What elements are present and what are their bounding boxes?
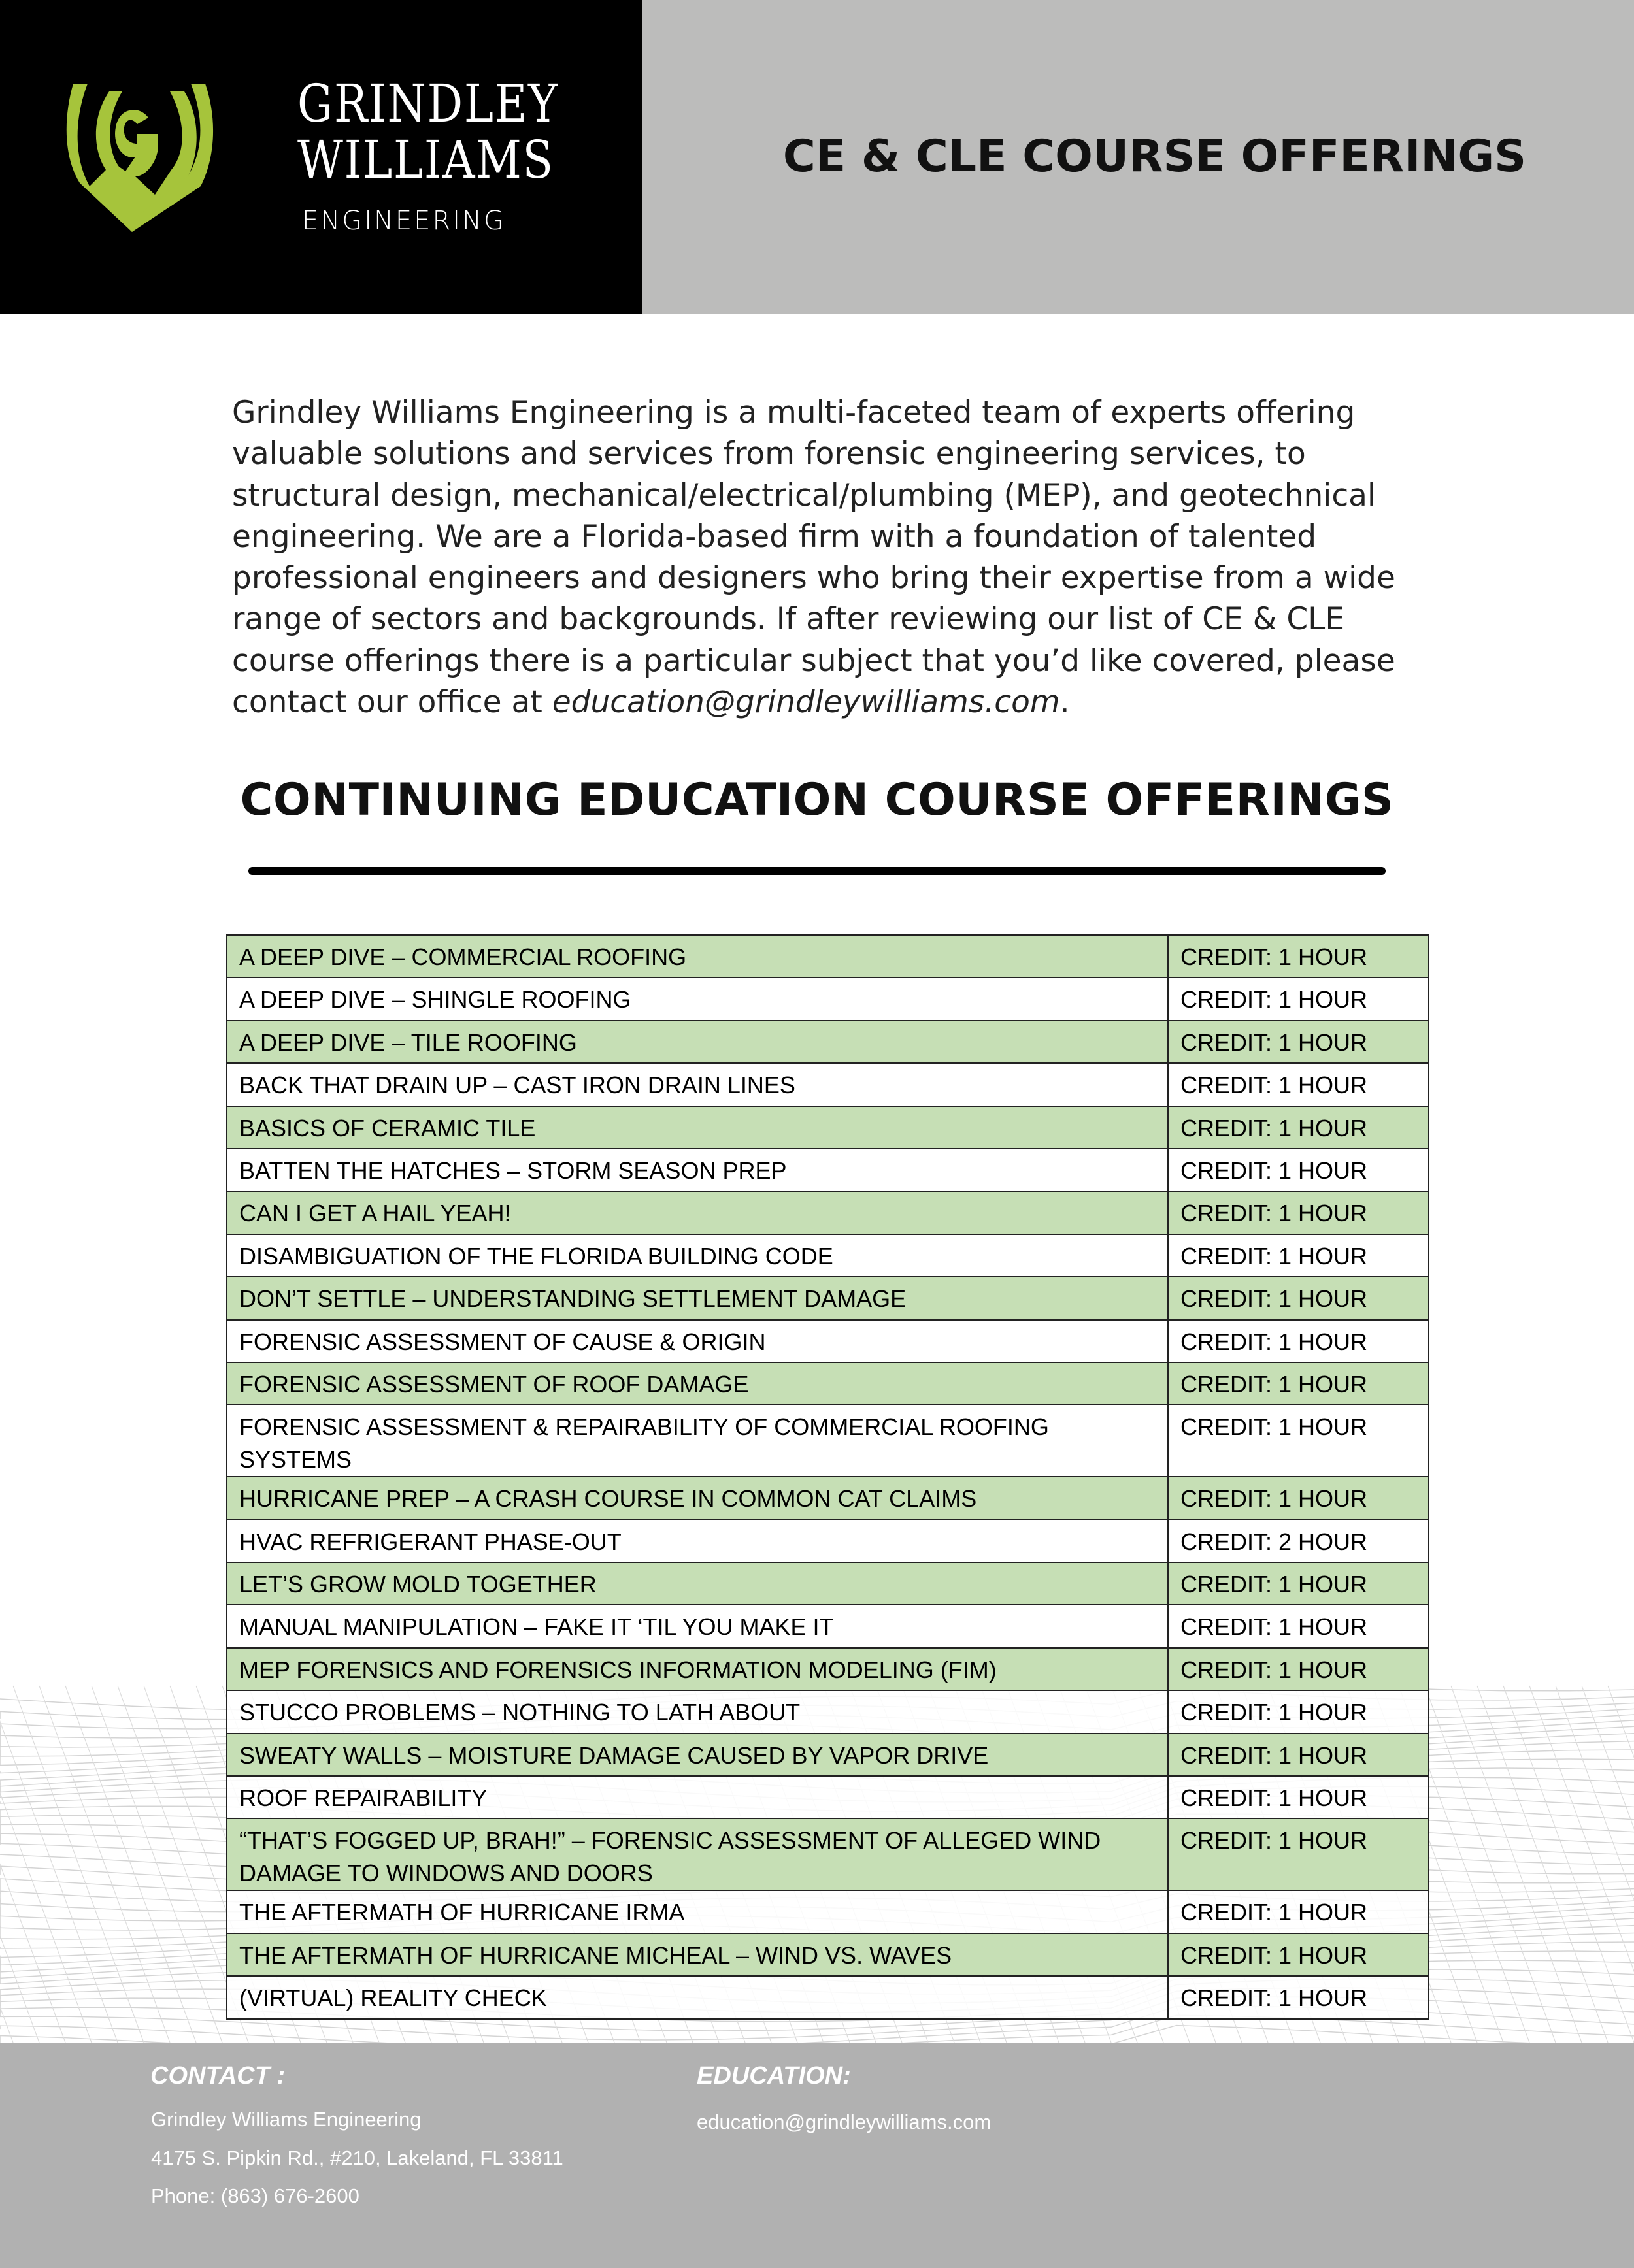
course-row: [227, 1362, 1429, 1405]
logo-text-williams: WILLIAMS: [297, 129, 554, 190]
education-heading: EDUCATION:: [697, 2062, 851, 2090]
footer-education-email[interactable]: education@grindleywilliams.com: [697, 2111, 992, 2133]
course-credit: CREDIT: 1 HOUR: [1168, 1562, 1429, 1605]
course-credit: CREDIT: 1 HOUR: [1168, 1605, 1429, 1647]
course-title: A DEEP DIVE – COMMERCIAL ROOFING: [227, 935, 1168, 978]
course-row: [227, 1405, 1429, 1477]
footer: [0, 2043, 1634, 2268]
course-credit: CREDIT: 1 HOUR: [1168, 1648, 1429, 1690]
gw-logo-icon: [60, 78, 269, 235]
course-credit: CREDIT: 1 HOUR: [1168, 1149, 1429, 1191]
course-row: [227, 1021, 1429, 1063]
course-row: [227, 1320, 1429, 1362]
course-title: DON’T SETTLE – UNDERSTANDING SETTLEMENT DAMAGE: [227, 1277, 1168, 1319]
course-row: [227, 1933, 1429, 1976]
course-title: BATTEN THE HATCHES – STORM SEASON PREP: [227, 1149, 1168, 1191]
course-row: [227, 1191, 1429, 1234]
course-title: MANUAL MANIPULATION – FAKE IT ‘TIL YOU MAKE IT: [227, 1605, 1168, 1647]
course-title: LET’S GROW MOLD TOGETHER: [227, 1562, 1168, 1605]
course-title: ROOF REPAIRABILITY: [227, 1776, 1168, 1818]
course-credit: CREDIT: 1 HOUR: [1168, 1191, 1429, 1234]
intro-email-link[interactable]: education@grindleywilliams.com: [552, 684, 1060, 721]
course-credit: CREDIT: 1 HOUR: [1168, 935, 1429, 978]
course-credit: CREDIT: 1 HOUR: [1168, 1776, 1429, 1818]
contact-heading: CONTACT :: [150, 2062, 286, 2090]
logo-text-grindley: GRINDLEY: [297, 73, 559, 134]
course-credit: CREDIT: 1 HOUR: [1168, 1933, 1429, 1976]
section-divider: [248, 867, 1386, 875]
course-row: [227, 1690, 1429, 1733]
course-row: [227, 1562, 1429, 1605]
intro-end: .: [1059, 684, 1070, 721]
footer-phone: Phone: (863) 676-2600: [151, 2184, 359, 2207]
course-credit: CREDIT: 1 HOUR: [1168, 1362, 1429, 1405]
course-row: [227, 1648, 1429, 1690]
course-credit: CREDIT: 1 HOUR: [1168, 1021, 1429, 1063]
course-title: (VIRTUAL) REALITY CHECK: [227, 1976, 1168, 2018]
course-row: [227, 1734, 1429, 1776]
course-credit: CREDIT: 1 HOUR: [1168, 1405, 1429, 1477]
course-credit: CREDIT: 1 HOUR: [1168, 1063, 1429, 1106]
course-row: [227, 1520, 1429, 1562]
course-title: A DEEP DIVE – SHINGLE ROOFING: [227, 978, 1168, 1020]
course-row: [227, 1976, 1429, 2018]
course-title: HVAC REFRIGERANT PHASE-OUT: [227, 1520, 1168, 1562]
course-credit: CREDIT: 2 HOUR: [1168, 1520, 1429, 1562]
course-row: [227, 1106, 1429, 1149]
course-row: [227, 1776, 1429, 1818]
course-credit: CREDIT: 1 HOUR: [1168, 1106, 1429, 1149]
course-credit: CREDIT: 1 HOUR: [1168, 1234, 1429, 1277]
course-title: A DEEP DIVE – TILE ROOFING: [227, 1021, 1168, 1063]
course-row: [227, 935, 1429, 978]
course-title: THE AFTERMATH OF HURRICANE MICHEAL – WIND VS. WAVES: [227, 1933, 1168, 1976]
course-row: [227, 1890, 1429, 1933]
course-title: DISAMBIGUATION OF THE FLORIDA BUILDING CODE: [227, 1234, 1168, 1277]
course-row: [227, 1477, 1429, 1519]
course-row: [227, 1818, 1429, 1890]
course-credit: CREDIT: 1 HOUR: [1168, 1320, 1429, 1362]
logo-text-engineering: ENGINEERING: [302, 206, 506, 236]
course-credit: CREDIT: 1 HOUR: [1168, 1277, 1429, 1319]
footer-company: Grindley Williams Engineering: [151, 2108, 422, 2131]
intro-text: Grindley Williams Engineering is a multi-faceted team of experts offering valuable solutions and services from forensic engineering services, to structural design, mechanical/electrical/plumbing (MEP), and geotechnical engineering. We are a Florida-based firm with a foundation of talented professional engineers and designers who bring their expertise from a wide range of sectors and backgrounds. If after reviewing our list of CE & CLE course offerings there is a particular subject that you’d like covered, please contact our office at: [232, 395, 1395, 721]
course-title: MEP FORENSICS AND FORENSICS INFORMATION MODELING (FIM): [227, 1648, 1168, 1690]
course-row: [227, 1277, 1429, 1319]
course-credit: CREDIT: 1 HOUR: [1168, 1477, 1429, 1519]
course-title: CAN I GET A HAIL YEAH!: [227, 1191, 1168, 1234]
course-credit: CREDIT: 1 HOUR: [1168, 978, 1429, 1020]
course-credit: CREDIT: 1 HOUR: [1168, 1734, 1429, 1776]
page-title: CE & CLE COURSE OFFERINGS: [782, 131, 1527, 182]
course-title: FORENSIC ASSESSMENT & REPAIRABILITY OF COMMERCIAL ROOFING SYSTEMS: [227, 1405, 1168, 1477]
course-title: BACK THAT DRAIN UP – CAST IRON DRAIN LINES: [227, 1063, 1168, 1106]
course-row: [227, 1149, 1429, 1191]
course-title: THE AFTERMATH OF HURRICANE IRMA: [227, 1890, 1168, 1933]
course-table: [226, 934, 1429, 2020]
course-row: [227, 1605, 1429, 1647]
course-title: BASICS OF CERAMIC TILE: [227, 1106, 1168, 1149]
intro-paragraph: [232, 392, 1422, 723]
course-credit: CREDIT: 1 HOUR: [1168, 1818, 1429, 1890]
course-title: HURRICANE PREP – A CRASH COURSE IN COMMON CAT CLAIMS: [227, 1477, 1168, 1519]
section-title: CONTINUING EDUCATION COURSE OFFERINGS: [240, 774, 1394, 826]
course-title: STUCCO PROBLEMS – NOTHING TO LATH ABOUT: [227, 1690, 1168, 1733]
course-row: [227, 1063, 1429, 1106]
course-row: [227, 1234, 1429, 1277]
course-credit: CREDIT: 1 HOUR: [1168, 1690, 1429, 1733]
course-credit: CREDIT: 1 HOUR: [1168, 1890, 1429, 1933]
course-title: “THAT’S FOGGED UP, BRAH!” – FORENSIC ASSESSMENT OF ALLEGED WIND DAMAGE TO WINDOWS AND DOORS: [227, 1818, 1168, 1890]
course-title: FORENSIC ASSESSMENT OF CAUSE & ORIGIN: [227, 1320, 1168, 1362]
course-row: [227, 978, 1429, 1020]
course-credit: CREDIT: 1 HOUR: [1168, 1976, 1429, 2018]
footer-address: 4175 S. Pipkin Rd., #210, Lakeland, FL 33811: [151, 2146, 563, 2169]
course-title: SWEATY WALLS – MOISTURE DAMAGE CAUSED BY VAPOR DRIVE: [227, 1734, 1168, 1776]
course-title: FORENSIC ASSESSMENT OF ROOF DAMAGE: [227, 1362, 1168, 1405]
